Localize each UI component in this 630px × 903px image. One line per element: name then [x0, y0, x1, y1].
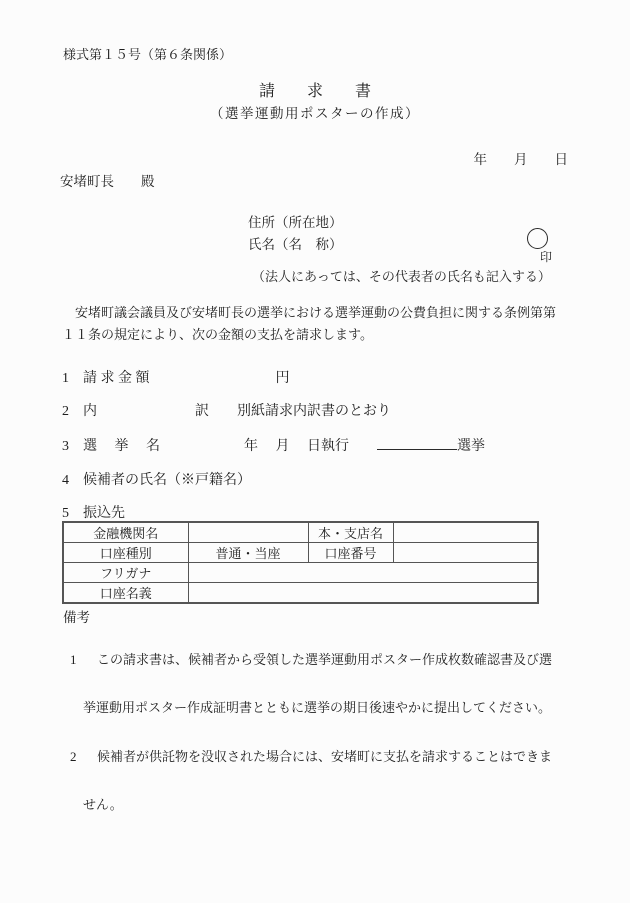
body-paragraph-line-2: １１条の規定により、次の金額の支払を請求します。 — [62, 327, 373, 342]
item-claim-amount: 1 請 求 金 額 円 — [62, 371, 290, 386]
seal-character: 印 — [540, 250, 553, 264]
election-name-blank-line — [377, 435, 457, 450]
name-label: 氏名（名 称） — [248, 237, 343, 252]
furigana-value — [188, 563, 538, 583]
branch-name-value — [393, 522, 538, 543]
item-breakdown: 2 内 訳 別紙請求内訳書のとおり — [62, 404, 391, 419]
bank-name-label: 金融機関名 — [63, 522, 188, 543]
furigana-label: フリガナ — [63, 563, 188, 583]
note-2-number: 2 — [70, 748, 77, 764]
item-candidate-name: 4 候補者の氏名（※戸籍名） — [62, 473, 251, 488]
item-election-name — [62, 435, 485, 455]
body-paragraph-line-1: 安堵町議会議員及び安堵町長の選挙における選挙運動の公費負担に関する条例第第 — [62, 305, 557, 320]
address-label: 住所（所在地） — [248, 215, 343, 230]
bank-name-value — [188, 522, 308, 543]
item-election-name-pre: 3 選 挙 名 年 月 日執行 — [62, 439, 377, 454]
account-holder-label: 口座名義 — [63, 583, 188, 604]
item-election-name-post: 選挙 — [457, 439, 485, 454]
addressee: 安堵町長 殿 — [60, 174, 155, 189]
account-number-value — [393, 543, 538, 563]
note-1-line-2: 挙運動用ポスター作成証明書とともに選挙の期日後速やかに提出してください。 — [83, 700, 552, 716]
account-type-value: 普通・当座 — [188, 543, 308, 563]
table-row-account-holder — [63, 583, 538, 604]
branch-name-label: 本・支店名 — [308, 522, 393, 543]
table-row-account-type — [63, 543, 538, 563]
corporate-note: （法人にあっては、その代表者の氏名も記入する） — [252, 269, 551, 284]
note-2-text: 候補者が供託物を没収された場合には、安堵町に支払を請求することはできま — [97, 748, 553, 764]
note-1-line-1 — [70, 652, 552, 668]
seal-icon — [527, 228, 553, 264]
note-2-line-1 — [70, 749, 552, 765]
table-row-furigana — [63, 563, 538, 583]
note-2-line-2: せん。 — [83, 797, 123, 813]
account-holder-value — [188, 583, 538, 604]
date-line: 年 月 日 — [473, 152, 568, 167]
account-type-label: 口座種別 — [63, 543, 188, 563]
item-bank-transfer-heading: 5 振込先 — [62, 506, 125, 521]
note-1-text: この請求書は、候補者から受領した選挙運動用ポスター作成枚数確認書及び選 — [97, 652, 553, 667]
page-subtitle: （選挙運動用ポスターの作成） — [210, 106, 420, 121]
form-number: 様式第１５号（第６条関係） — [63, 47, 233, 62]
account-number-label: 口座番号 — [308, 543, 393, 563]
bank-transfer-table — [62, 521, 539, 604]
table-row-bank-name — [63, 522, 538, 543]
notes-block — [70, 620, 552, 846]
notes-heading: 備考 — [63, 610, 90, 625]
note-1-number: 1 — [70, 652, 77, 667]
page-title: 請 求 書 — [258, 83, 371, 100]
